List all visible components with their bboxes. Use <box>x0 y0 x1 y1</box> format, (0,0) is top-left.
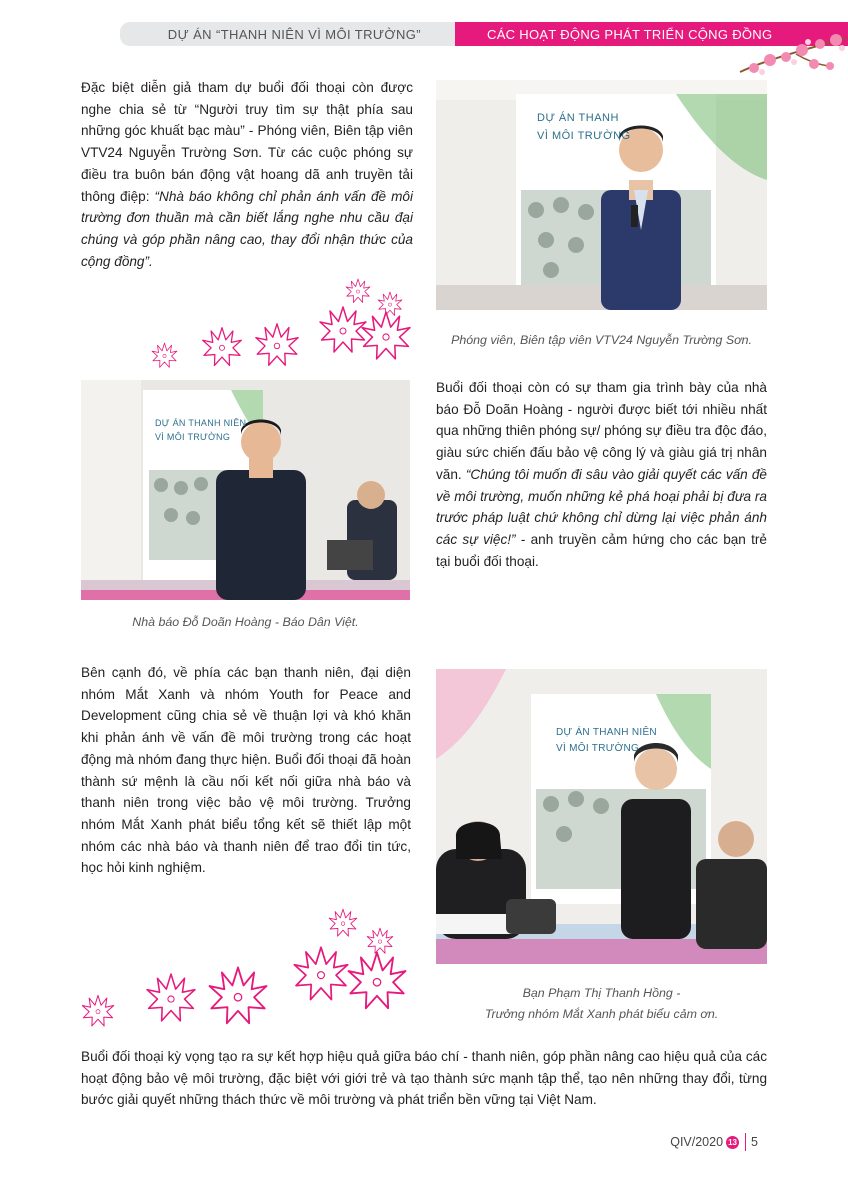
photo-2-scene <box>81 380 410 600</box>
flower-icon <box>346 950 408 1012</box>
photo-1-poster-line-1: DỰ ÁN THANH <box>537 112 619 124</box>
page-footer <box>670 1133 758 1151</box>
photo-3-poster-line-2: VÌ MÔI TRƯỜNG <box>556 743 640 754</box>
page-number: 5 <box>751 1135 758 1149</box>
caption-photo-3-line-1: Bạn Phạm Thị Thanh Hồng - <box>522 986 681 1000</box>
paragraph-2-ending: - anh truyền cảm hứng cho các bạn trẻ tại buổi đối thoại. <box>436 531 767 569</box>
photo-do-doan-hoang <box>81 380 410 600</box>
paragraph-1-quote: “Nhà báo không chỉ phản ánh vấn đề môi trường đơn thuần mà cần biết lắng nghe nhu cầu đại chúng và góp phần nâng cao, thay đổi nhận thức của cộng đồng”. <box>81 188 413 269</box>
photo-nguyen-truong-son <box>436 80 767 310</box>
header-section-title: CÁC HOẠT ĐỘNG PHÁT TRIỂN CỘNG ĐỒNG <box>455 22 848 46</box>
caption-photo-1: Phóng viên, Biên tập viên VTV24 Nguyễn Trường Sơn. <box>451 333 752 347</box>
issue-label: QIV/2020 <box>670 1135 724 1149</box>
cherry-blossom-branch-icon <box>736 30 848 80</box>
flower-icon <box>345 278 371 304</box>
photo-3-poster-line-1: DỰ ÁN THANH NIÊN <box>556 727 657 738</box>
photo-2-poster-line-1: DỰ ÁN THANH NIÊN <box>155 418 247 428</box>
footer-divider <box>745 1133 746 1151</box>
flower-icon <box>360 310 412 362</box>
paragraph-nguyen-truong-son <box>81 77 413 272</box>
header-project-title: DỰ ÁN “THANH NIÊN VÌ MÔI TRƯỜNG” <box>120 22 455 46</box>
issue-badge: 13 <box>726 1136 739 1149</box>
flower-icon <box>201 326 243 368</box>
flower-icon <box>145 972 197 1024</box>
flower-icon <box>328 908 358 938</box>
caption-photo-3-line-2: Trưởng nhóm Mắt Xanh phát biểu cảm ơn. <box>484 1007 719 1021</box>
paragraph-youth-groups: Bên cạnh đó, về phía các bạn thanh niên, đại diện nhóm Mắt Xanh và nhóm Youth for Peace and Development cũng chia sẻ về thuận lợi và khó khăn khi phản ánh về vấn đề môi trường trong các hoạt động mà nhóm đang thực hiện. Buổi đối thoại đã hoàn thành sứ mệnh là cầu nối kết nối giữa nhà báo và thanh niên trong việc bảo vệ môi trường. Trưởng nhóm Mắt Xanh phát biểu tổng kết sẽ thiết lập một nhóm các nhà báo và thanh niên để trao đổi tin tức, học hỏi kinh nghiệm. <box>81 665 411 876</box>
flower-icon <box>151 342 178 369</box>
photo-1-poster-line-2: VÌ MÔI TRƯỜNG <box>537 130 631 142</box>
photo-2-poster-line-2: VÌ MÔI TRƯỜNG <box>155 432 231 442</box>
paragraph-conclusion: Buổi đối thoại kỳ vọng tạo ra sự kết hợp hiệu quả giữa báo chí - thanh niên, góp phần nâng cao hiệu quả của các hoạt động bảo vệ môi trường, đặc biệt với giới trẻ và tạo thành sức mạnh tập thể, tạo nên những thay đổi, từng bước giải quyết những thách thức về môi trường và phát triển bền vững tại Việt Nam. <box>81 1049 767 1108</box>
caption-photo-2: Nhà báo Đỗ Doãn Hoàng - Báo Dân Việt. <box>132 615 359 629</box>
photo-3-scene <box>436 669 767 964</box>
flower-icon <box>292 945 350 1003</box>
paragraph-2-quote: “Chúng tôi muốn đi sâu vào giải quyết các vấn đề về môi trường, muốn những kẻ phá hoại phải bị đưa ra trước pháp luật chứ không chỉ dừng lại việc phản ánh các sự việc!” <box>436 466 767 547</box>
paragraph-1-text: Đặc biệt diễn giả tham dự buổi đối thoại còn được nghe chia sẻ từ “Người truy tìm sự thật phía sau những góc khuất bạc màu” - Phóng viên, Biên tập viên VTV24 Nguyễn Trường Sơn. Từ các cuộc phóng sự điều tra buôn bán động vật hoang dã anh truyền tải thông điệp: <box>81 80 413 204</box>
flower-icon <box>207 965 269 1027</box>
flower-icon <box>254 322 300 368</box>
paragraph-2-text: Buổi đối thoại còn có sự tham gia trình bày của nhà báo Đỗ Doãn Hoàng - người được biết tới nhiều nhất qua những thiên phóng sự/ phóng sự điều tra độc đáo, giàu sức chiến đấu bảo vệ công lý và giàu giá trị nhân văn. <box>436 380 767 482</box>
photo-pham-thi-thanh-hong <box>436 669 767 964</box>
flower-icon <box>81 994 115 1028</box>
paragraph-do-doan-hoang <box>436 377 767 572</box>
